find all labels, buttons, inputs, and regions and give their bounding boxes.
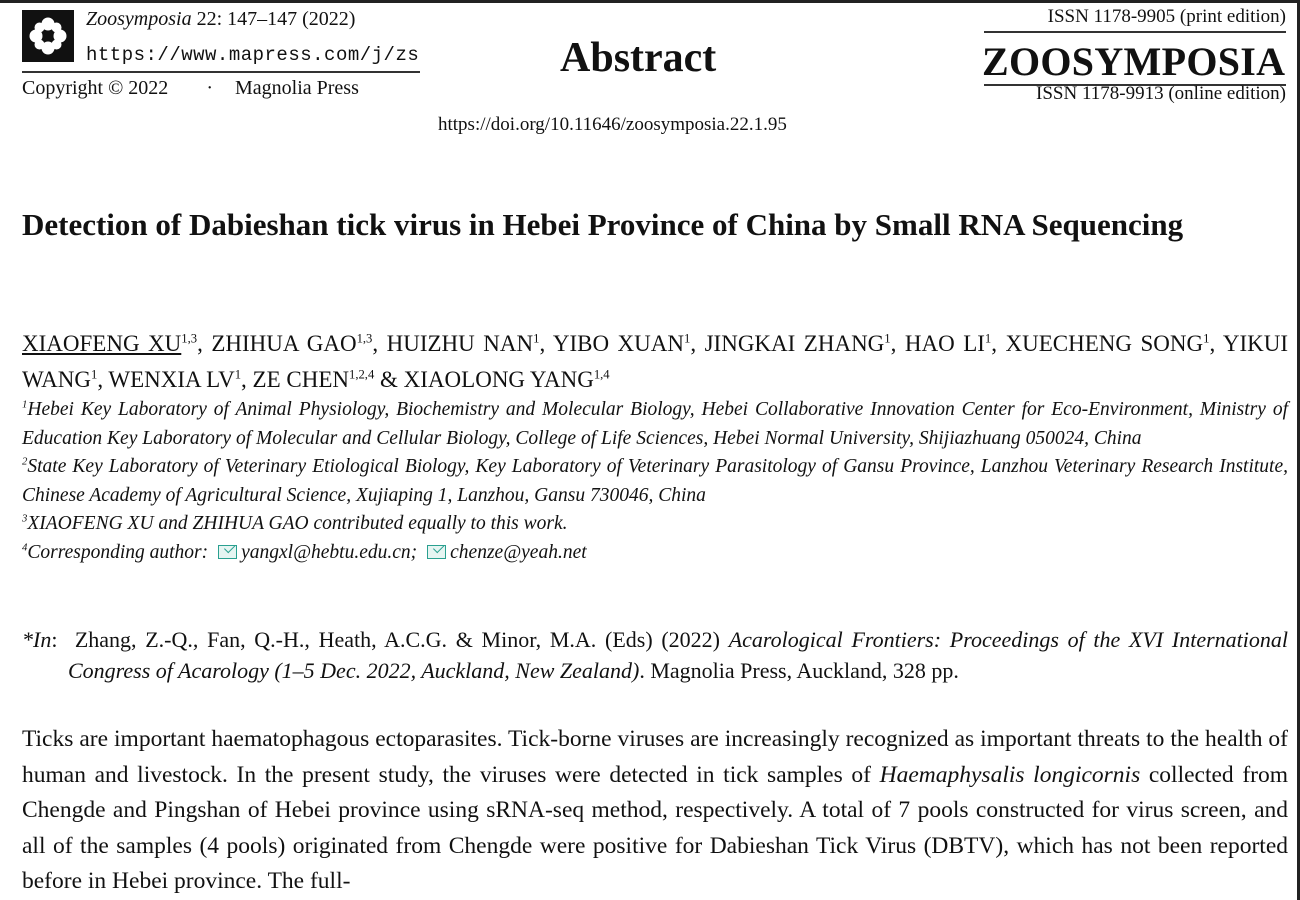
author-affiliation-mark: 1 bbox=[234, 367, 242, 382]
journal-volume-pages: 22: 147–147 (2022) bbox=[191, 8, 356, 30]
publisher: Magnolia Press bbox=[234, 77, 359, 99]
author-name: HUIZHU NAN bbox=[386, 331, 534, 356]
author-separator: , bbox=[1209, 331, 1223, 356]
flower-logo-icon bbox=[22, 10, 74, 62]
author-name: YIBO XUAN bbox=[552, 331, 685, 356]
journal-name: Zoosymposia bbox=[86, 8, 192, 30]
author-separator: , bbox=[197, 331, 212, 356]
author-separator: , bbox=[890, 331, 905, 356]
author-name: ZE CHEN bbox=[252, 367, 349, 392]
separator-bullet: · bbox=[206, 77, 213, 99]
corresponding-author bbox=[22, 539, 1288, 568]
copyright: Copyright © 2022 bbox=[22, 77, 169, 99]
author-separator: , bbox=[690, 331, 705, 356]
email-icon bbox=[218, 545, 237, 559]
in-colon: : bbox=[51, 627, 58, 652]
issn-print: ISSN 1178-9905 (print edition) bbox=[1047, 6, 1286, 27]
species-name: Haemaphysalis longicornis bbox=[879, 761, 1141, 788]
author-name: ZHIHUA GAO bbox=[211, 331, 357, 356]
affiliation-item bbox=[22, 453, 1288, 510]
section-heading: Abstract bbox=[560, 35, 717, 81]
affiliation-text: State Key Laboratory of Veterinary Etiological Biology, Key Laboratory of Veterinary Parasitology of Gansu Province, Lanzhou Veterinary Research Institute, Chinese Academy of Agricultural Science, Xujiaping 1, Lanzhou, Gansu 730046, China bbox=[22, 456, 1288, 506]
in-label: *In bbox=[22, 627, 52, 652]
author-affiliation-mark: 1 bbox=[533, 331, 540, 346]
author-list bbox=[22, 326, 1288, 398]
abstract-body bbox=[22, 722, 1288, 900]
author-affiliation-mark: 1 bbox=[884, 331, 891, 346]
affiliation-number: 1 bbox=[22, 398, 28, 411]
author-affiliation-mark: 1 bbox=[684, 331, 691, 346]
journal-url[interactable]: https://www.mapress.com/j/zs bbox=[86, 44, 420, 66]
author-separator: , bbox=[372, 331, 387, 356]
proceedings-citation bbox=[22, 624, 1288, 686]
paper-title: Detection of Dabieshan tick virus in Hebei Province of China by Small RNA Sequencing bbox=[22, 207, 1184, 242]
email-icon bbox=[427, 545, 446, 559]
author-affiliation-mark: 1,3 bbox=[356, 331, 373, 346]
author-separator: , bbox=[97, 367, 109, 392]
page-top-border bbox=[0, 0, 1300, 3]
abstract-text: Ticks are important haematophagous ectoparasites. Tick-borne viruses are increasingly recognized as important threats to the health of human and livestock. In the present study, the viruses were detected in tick samples of bbox=[22, 726, 1288, 788]
doi-link[interactable]: https://doi.org/10.11646/zoosymposia.22.1.95 bbox=[438, 114, 787, 135]
author-affiliation-mark: 1,2,4 bbox=[349, 367, 375, 382]
journal-brand: ZOOSYMPOSIA bbox=[982, 39, 1286, 84]
email-link[interactable]: yangxl@hebtu.edu.cn; bbox=[241, 541, 418, 563]
author-name[interactable]: XIAOFENG XU bbox=[22, 331, 182, 356]
author-name: XUECHENG SONG bbox=[1005, 331, 1204, 356]
author-separator: & bbox=[374, 367, 404, 392]
author-separator: , bbox=[991, 331, 1006, 356]
author-name: JINGKAI ZHANG bbox=[704, 331, 885, 356]
author-separator: , bbox=[539, 331, 553, 356]
author-name: HAO LI bbox=[904, 331, 985, 356]
affiliation-item bbox=[22, 396, 1288, 453]
affiliation-number: 4 bbox=[22, 541, 28, 553]
corresponding-label: Corresponding author: bbox=[27, 541, 209, 563]
affiliation-number: 3 bbox=[22, 512, 28, 525]
author-name: XIAOLONG YANG bbox=[403, 367, 594, 392]
abstract-text: collected from Chengde and Pingshan of Hebei province using sRNA-seq method, respectively. A total of 7 pools constructed for virus screen, and all of the samples (4 pools) originated from Chengde were positive for Dabieshan Tick Virus (DBTV), which has not been reported before in Hebei province. The full- bbox=[22, 761, 1288, 894]
issn-online: ISSN 1178-9913 (online edition) bbox=[1036, 83, 1286, 104]
author-name: WENXIA LV bbox=[108, 367, 235, 392]
journal-citation bbox=[86, 8, 355, 31]
author-affiliation-mark: 1 bbox=[91, 367, 98, 382]
affiliations bbox=[22, 396, 1288, 567]
proceedings-title: Acarological Frontiers: Proceedings of the XVI International Congress of Acarology (1–5 Dec. 2022, Auckland, New Zealand) bbox=[68, 627, 1288, 683]
author-affiliation-mark: 1,4 bbox=[593, 367, 610, 382]
author-affiliation-mark: 1 bbox=[1203, 331, 1210, 346]
copyright-line bbox=[22, 77, 422, 100]
proceedings-publisher: . Magnolia Press, Auckland, 328 pp. bbox=[639, 658, 959, 683]
email-link[interactable]: chenze@yeah.net bbox=[450, 541, 587, 563]
header-rule-left bbox=[22, 71, 420, 73]
proceedings-editors: Zhang, Z.-Q., Fan, Q.-H., Heath, A.C.G. & Minor, M.A. (Eds) (2022) bbox=[74, 627, 729, 652]
author-name: YIKUI WANG bbox=[22, 331, 1288, 392]
author-affiliation-mark: 1,3 bbox=[181, 331, 198, 346]
affiliation-item bbox=[22, 510, 1288, 539]
author-affiliation-mark: 1 bbox=[984, 331, 992, 346]
proceedings-note bbox=[22, 624, 1288, 686]
author-separator: , bbox=[241, 367, 253, 392]
affiliation-text: Hebei Key Laboratory of Animal Physiology, Biochemistry and Molecular Biology, Hebei Collaborative Innovation Center for Eco-Environment, Ministry of Education Key Laboratory of Molecular and Cellular Biology, College of Life Sciences, Hebei Normal University, Shijiazhuang 050024, China bbox=[22, 399, 1288, 449]
header-rule-right-top bbox=[984, 31, 1286, 33]
affiliation-text: XIAOFENG XU and ZHIHUA GAO contributed equally to this work. bbox=[27, 513, 568, 534]
affiliation-number: 2 bbox=[22, 455, 28, 468]
